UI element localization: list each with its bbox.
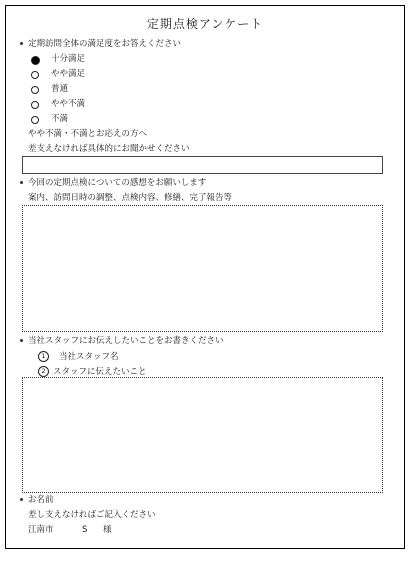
q1-option-4-label: やや不満 — [51, 99, 86, 109]
bullet-icon — [20, 339, 23, 342]
q1-heading: 定期訪問全体の満足度をお答えください — [20, 39, 181, 50]
q4-city: 江南市 — [28, 525, 54, 535]
q4-heading: お名前 — [20, 495, 54, 506]
q3-heading: 当社スタッフにお伝えしたいことをお書きください — [20, 336, 224, 347]
q1-option-4-radio[interactable] — [31, 101, 39, 109]
bullet-icon — [20, 42, 23, 45]
q1-option-2-label: やや満足 — [51, 69, 86, 79]
q1-option-3-label: 普通 — [51, 84, 69, 94]
q4-name[interactable]: S — [82, 525, 88, 535]
q1-option-2-radio[interactable] — [31, 71, 39, 79]
q3-answer-box[interactable] — [22, 377, 383, 493]
bullet-icon — [20, 181, 23, 184]
q1-option-5-label: 不満 — [51, 114, 69, 124]
q1-followup-line1: やや不満・不満とお応えの方へ — [28, 129, 148, 139]
survey-title: 定期点検アンケート — [146, 17, 264, 31]
q1-option-1-label: 十分満足 — [51, 54, 86, 64]
q2-heading: 今回の定期点検についての感想をお願いします — [20, 178, 206, 189]
circled-number-2: 2 — [38, 366, 49, 377]
q1-option-5-radio[interactable] — [31, 116, 39, 124]
q2-answer-box[interactable] — [22, 205, 383, 332]
q1-followup-line2: 差支えなければ具体的にお聞かせください — [28, 144, 190, 154]
circled-number-1: 1 — [38, 351, 49, 362]
q3-item2: 2 スタッフに伝えたいこと — [38, 366, 147, 378]
q1-option-1-radio[interactable] — [31, 56, 40, 65]
q3-item1: 1 当社スタッフ名 — [38, 351, 119, 363]
q2-subtext: 案内、訪問日時の調整、点検内容、修繕、完了報告等 — [28, 193, 233, 203]
q4-honorific: 様 — [103, 525, 112, 535]
q4-subtext: 差し支えなければご記入ください — [28, 510, 156, 520]
q1-answer-box[interactable] — [22, 156, 383, 174]
survey-sheet — [5, 5, 405, 549]
bullet-icon — [20, 498, 23, 501]
q1-option-3-radio[interactable] — [31, 86, 39, 94]
